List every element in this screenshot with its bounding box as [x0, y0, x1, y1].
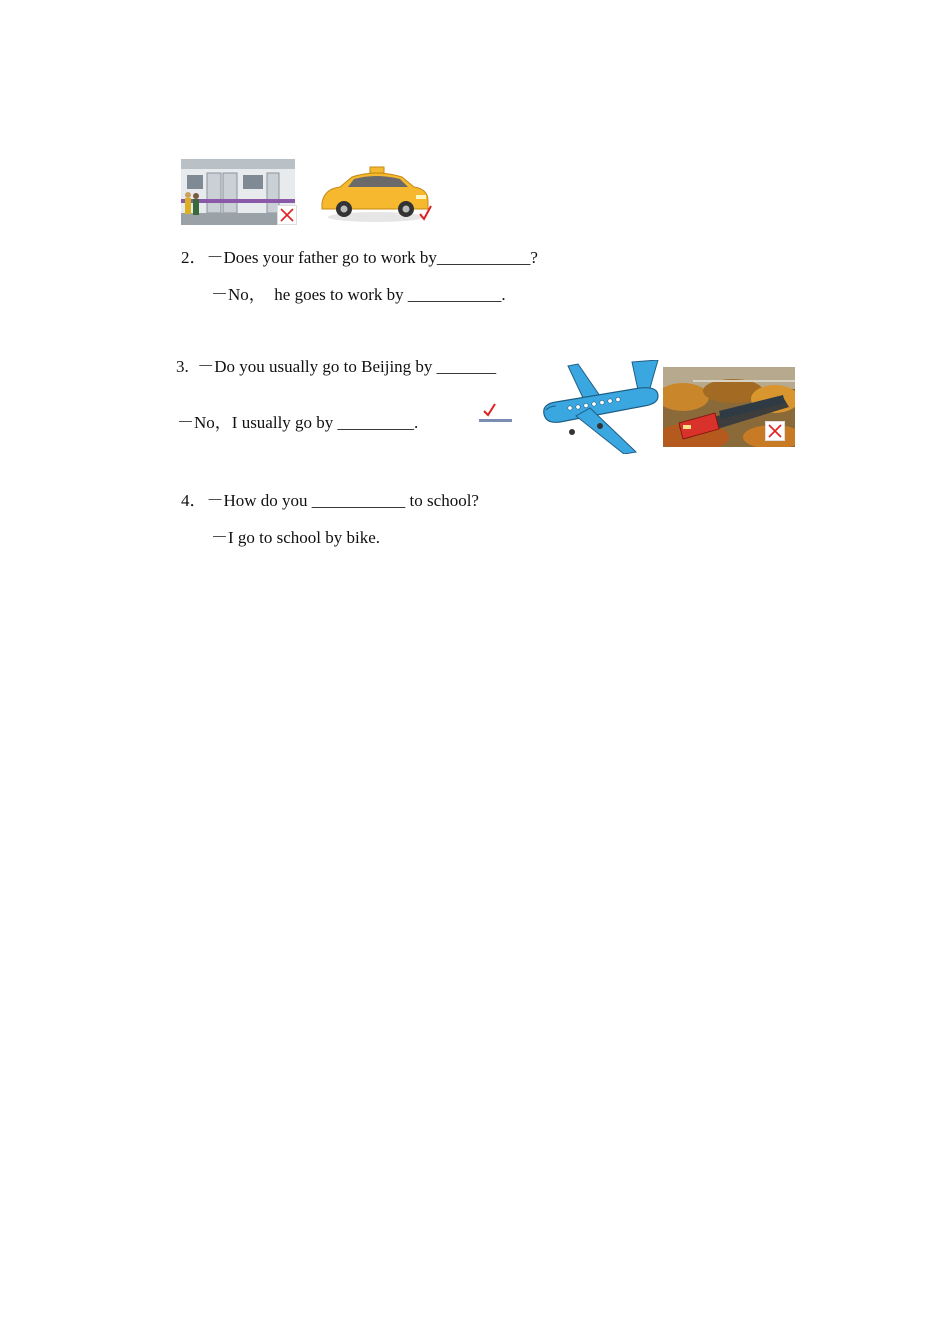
- question-4-line: 4．－How do you ___________ to school?: [181, 491, 479, 510]
- blank-underline: [479, 419, 512, 422]
- question-3-line: 3. －Do you usually go to Beijing by _______: [176, 357, 497, 376]
- taxi-image: [318, 165, 432, 223]
- answer-4-line: －I go to school by bike.: [211, 528, 381, 547]
- answer-2-line: －No， he goes to work by ___________.: [211, 285, 506, 304]
- airplane-image: [540, 360, 662, 454]
- check-mark-icon: [419, 205, 433, 221]
- cross-mark-icon: [765, 421, 785, 441]
- cross-mark-icon: [277, 205, 297, 225]
- check-mark-icon: [483, 403, 497, 417]
- answer-3-line: －No，I usually go by _________.: [177, 413, 419, 432]
- question-2-line: 2．－Does your father go to work by___________?: [181, 248, 538, 267]
